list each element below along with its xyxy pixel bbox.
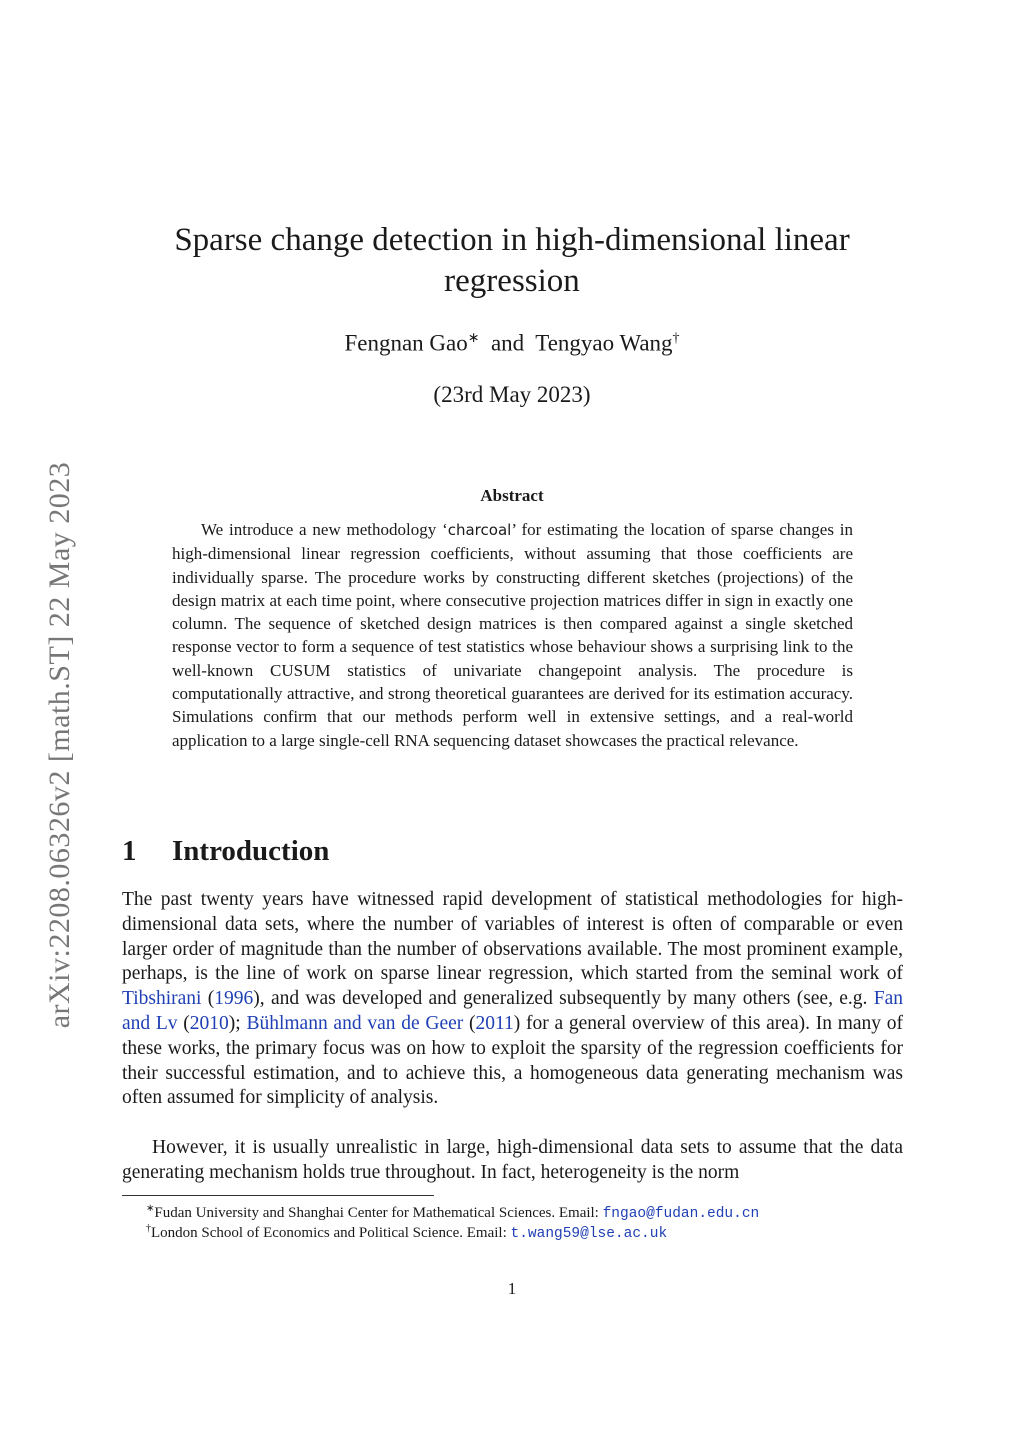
author-name: Fengnan Gao (344, 330, 468, 356)
footnote (146, 1223, 667, 1242)
citation-year-link[interactable]: 2011 (475, 1012, 514, 1034)
publication-date: (23rd May 2023) (433, 382, 591, 407)
intro-paragraph: However, it is usually unrealistic in large, high-dimensional data sets to assume that the data generating mechanism holds true throughout. In fact, heterogeneity is the norm (122, 1137, 903, 1183)
citation-link[interactable]: Bühlmann and van de Geer (246, 1012, 464, 1034)
footnote-marker[interactable]: ∗ (467, 331, 480, 346)
paragraph-text: ), and was developed and generalized subsequently by many others (see, e.g. (253, 988, 874, 1010)
author-line (0, 330, 1024, 357)
section-number: 1 (122, 835, 137, 867)
section-title: Introduction (172, 835, 330, 867)
footnote-marker[interactable]: † (672, 331, 680, 346)
section-heading (122, 835, 329, 868)
citation-link[interactable]: Tibshirani (122, 988, 202, 1010)
paper-title: Sparse change detection in high-dimensional linear regression (174, 222, 850, 299)
arxiv-identifier-stamp: arXiv:2208.06326v2 [math.ST] 22 May 2023 (43, 461, 76, 1029)
abstract-text: ’ for estimating the location of sparse changes in high-dimensional linear regression coefficients, without assuming that those coefficients are individually sparse. The procedure works by constructing different sketches (projections) of the design matrix at each time point, where consecutive projection matrices differ in sign in exactly one column. The sequence of sketched design matrices is then compared against a single sketched response vector to form a sequence of test statistics whose behaviour shows a surprising link to the well-known CUSUM statistics of univariate changepoint analysis. The procedure is computationally attractive, and strong theoretical guarantees are derived for its estimation accuracy. Simulations confirm that our methods perform well in extensive settings, and a real-world application to a large single-cell RNA sequencing dataset showcases the practical relevance. (172, 520, 853, 750)
footnote-text: Fudan University and Shanghai Center for Mathematical Sciences. Email: (154, 1205, 603, 1221)
abstract-body (172, 518, 853, 752)
footnote-mark: † (146, 1223, 151, 1234)
footnote-mark: ∗ (146, 1203, 155, 1214)
email-link[interactable]: t.wang59@lse.ac.uk (510, 1226, 668, 1242)
email-link[interactable]: fngao@fudan.edu.cn (602, 1206, 760, 1222)
page-number: 1 (507, 1279, 517, 1298)
abstract-text: We introduce a new methodology ‘ (201, 520, 448, 539)
paragraph-text: ) for a general overview of this area). In many of these works, the primary focus was on how to exploit the sparsity of the regression coefficients for their successful estimation, and to achieve this, a homogeneous data generating mechanism was often assumed for simplicity of analysis. (122, 1012, 903, 1109)
footnote-divider (122, 1195, 434, 1196)
author-name: Tengyao Wang (535, 330, 673, 356)
paragraph-text: ); (228, 1012, 247, 1034)
intro-paragraph: The past twenty years have witnessed rapid development of statistical methodologies for high-dimensional data sets, where the number of variables of interest is often of comparable or even larger order of magnitude than the number of observations available. The most prominent example, perhaps, is the line of work on sparse linear regression, which started from the seminal work of Tibshirani (1996), and was developed and generalized subsequently by many others (see, e.g. Fan and Lv (2010); Bühlmann and van de Geer (2011) for a general overview of this area). In many of these works, the primary focus was on how to exploit the sparsity of the regression coefficients for their successful estimation, and to achieve this, a homogeneous data generating mechanism was often assumed for simplicity of analysis. (122, 889, 903, 1109)
abstract-heading: Abstract (480, 486, 544, 505)
citation-link[interactable]: Fan and Lv (122, 988, 903, 1034)
citation-year-link[interactable]: 2010 (189, 1012, 229, 1034)
author-conjunction: and (490, 330, 525, 356)
footnote (146, 1203, 759, 1222)
paragraph-text: The past twenty years have witnessed rapid development of statistical methodologies for high-dimensional data sets, where the number of variables of interest is often of comparable or even larger order of magnitude than the number of observations available. The most prominent example, perhaps, is the line of work on sparse linear regression, which started from the seminal work of (122, 889, 903, 985)
citation-year-link[interactable]: 1996 (214, 988, 254, 1010)
method-name: charcoal (447, 521, 512, 539)
footnote-text: London School of Economics and Political Science. Email: (151, 1225, 511, 1241)
